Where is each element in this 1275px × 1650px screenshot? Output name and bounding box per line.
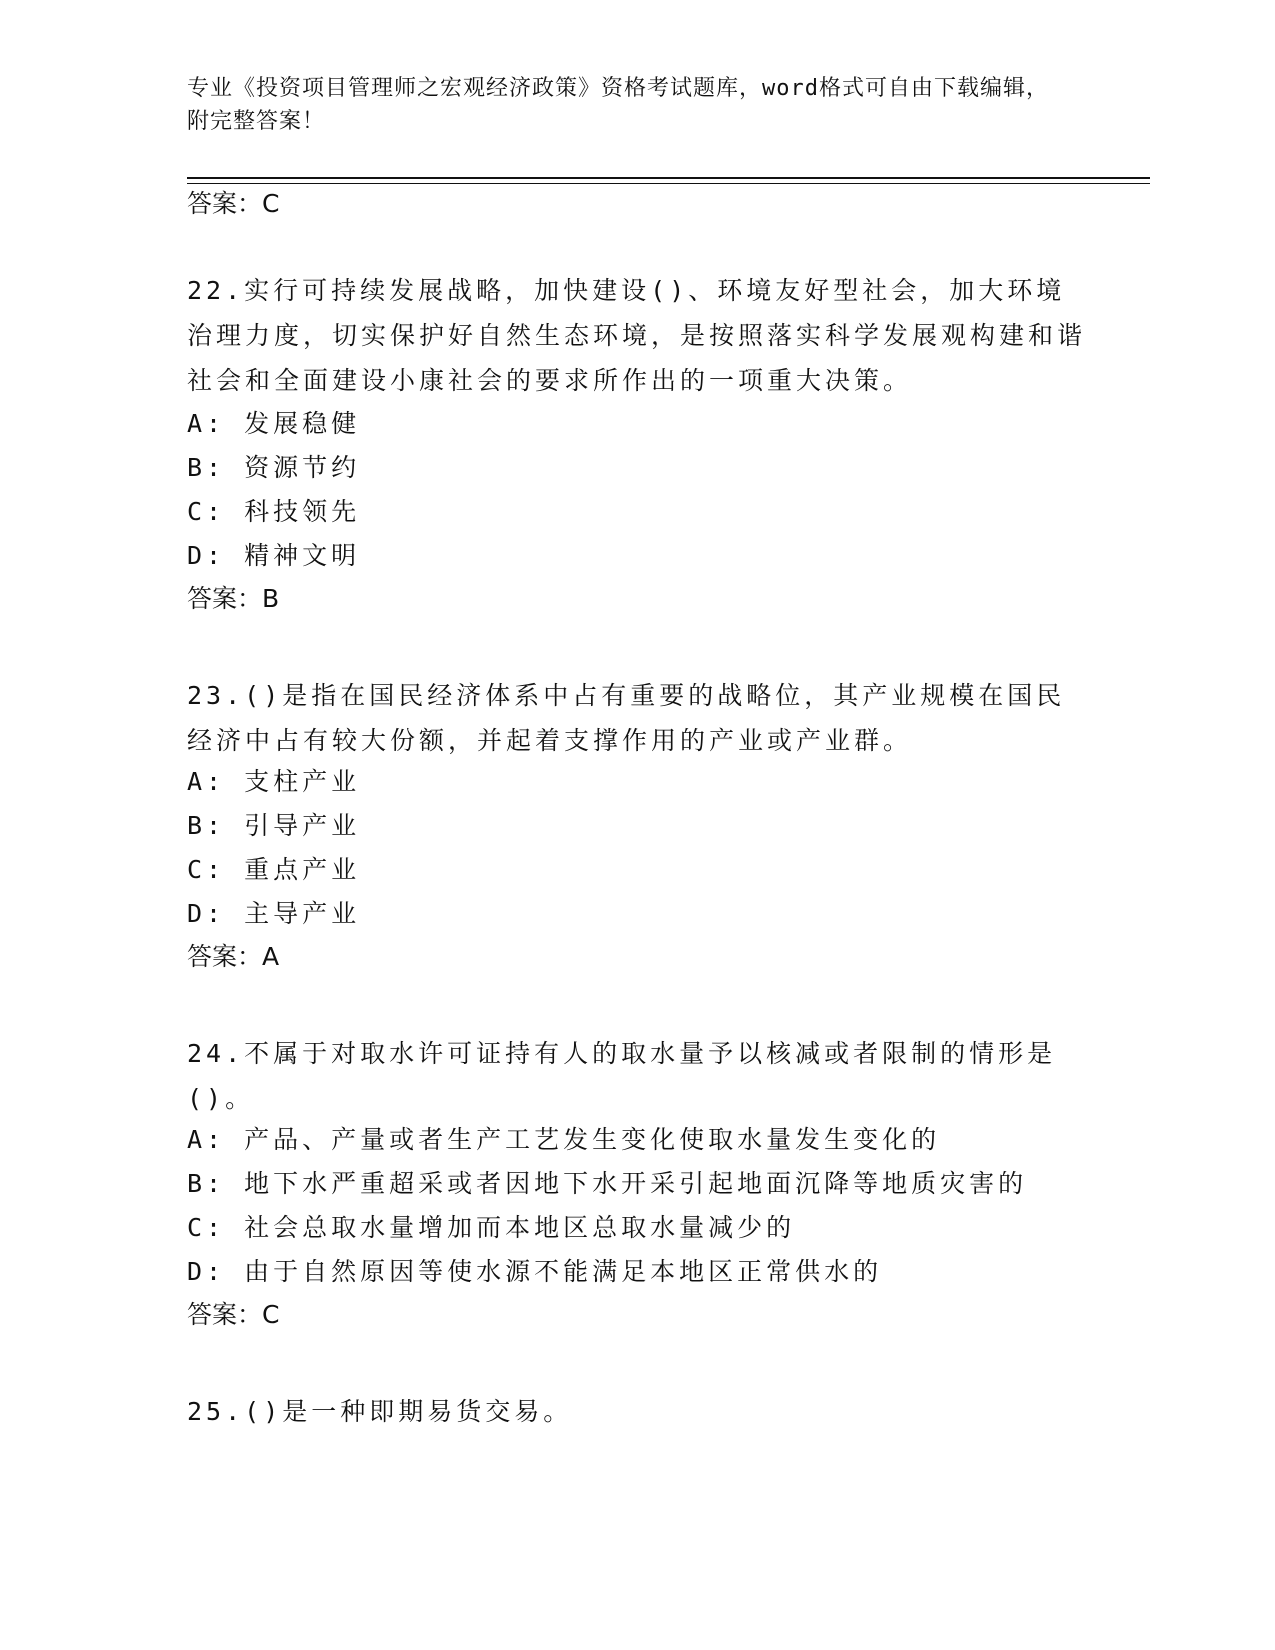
question-22-option-d: D: 精神文明	[187, 541, 361, 570]
question-22-option-c: C: 科技领先	[187, 497, 361, 526]
question-23-option-c: C: 重点产业	[187, 855, 361, 884]
question-24-option-c: C: 社会总取水量增加而本地区总取水量减少的	[187, 1213, 796, 1242]
question-24-option-b: B: 地下水严重超采或者因地下水开采引起地面沉降等地质灾害的	[187, 1169, 1028, 1198]
question-23-option-a: A: 支柱产业	[187, 767, 361, 796]
question-23-answer: 答案：A	[187, 942, 280, 971]
question-25-text: 25.()是一种即期易货交易。	[187, 1397, 573, 1426]
question-23-option-d: D: 主导产业	[187, 899, 361, 928]
document-header: 专业《投资项目管理师之宏观经济政策》资格考试题库，word格式可自由下载编辑，附完整答案！	[187, 76, 1049, 134]
question-22-answer: 答案：B	[187, 584, 280, 613]
header-rule-thin	[187, 183, 1150, 184]
question-24-answer: 答案：C	[187, 1300, 280, 1329]
question-22-option-b: B: 资源节约	[187, 453, 361, 482]
question-22-option-a: A: 发展稳健	[187, 409, 361, 438]
question-22-text: 22.实行可持续发展战略，加快建设()、环境友好型社会，加大环境治理力度，切实保护好自然生态环境，是按照落实科学发展观构建和谐社会和全面建设小康社会的要求所作出的一项重大决策。	[187, 276, 1087, 395]
question-23-option-b: B: 引导产业	[187, 811, 361, 840]
question-24-option-a: A: 产品、产量或者生产工艺发生变化使取水量发生变化的	[187, 1125, 941, 1154]
question-24-option-d: D: 由于自然原因等使水源不能满足本地区正常供水的	[187, 1257, 883, 1286]
answer-previous: 答案：C	[187, 189, 280, 218]
question-23-text: 23.()是指在国民经济体系中占有重要的战略位，其产业规模在国民经济中占有较大份额，并起着支撑作用的产业或产业群。	[187, 681, 1066, 755]
question-24-text: 24.不属于对取水许可证持有人的取水量予以核减或者限制的情形是()。	[187, 1039, 1057, 1113]
header-rule-thick	[187, 177, 1150, 179]
